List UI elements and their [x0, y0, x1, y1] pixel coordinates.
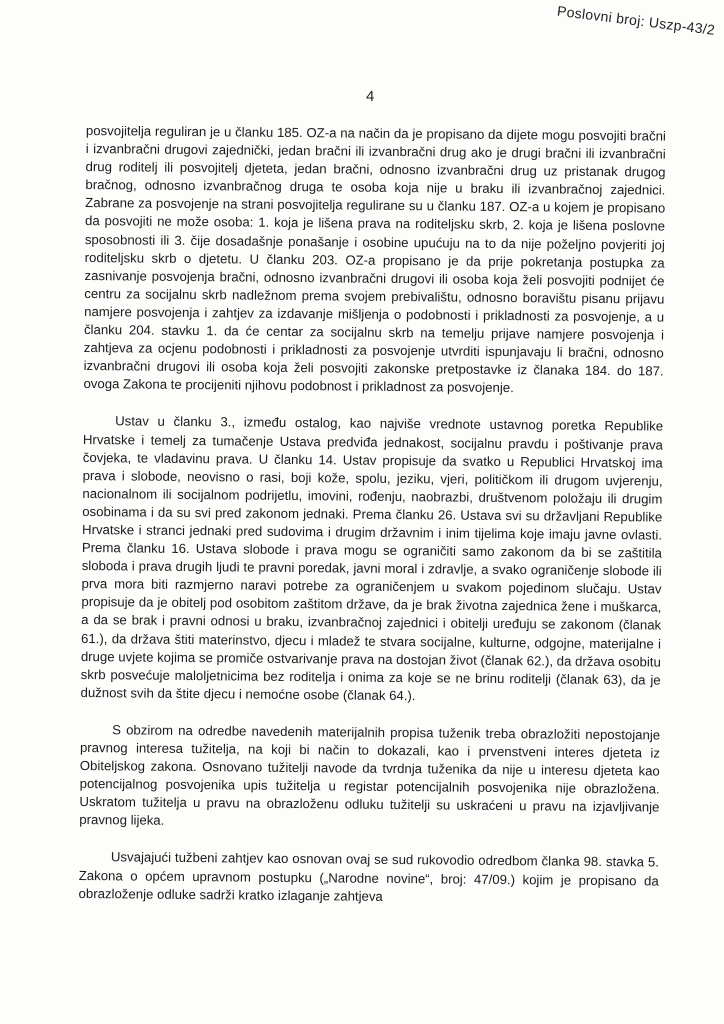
case-number-header: Poslovni broj: Uszp-43/2 [556, 2, 716, 38]
page-number: 4 [366, 88, 375, 105]
paragraph-reasoning: S obzirom na odredbe navedenih materijalnih propisa tuženik treba obrazložiti nepostojanje pravnog interesa tužitelja, na koji bi način to dokazali, kao i prvenstveni interes djeteta iz Obiteljskog zakona. Osnovano tužitelji navode da tvrdnja tuženika da nije u interesu djeteta kao potencijalnog posvojenika upis tužitelja u registar potencijalnih posvojenika nije obrazložena. Uskratom tužitelja u pravu na obrazloženu odluku tužitelji su uskraćeni u pravu na izjavljivanje pravnog lijeka. [79, 722, 661, 829]
paragraph-conclusion: Usvajajući tužbeni zahtjev kao osnovan ovaj se sud rukovodio odredbom članka 98. stavka 5. Zakona o općem upravnom postupku („Narodne novine“, broj: 47/09.) kojim je propisano da obrazloženje odluke sadrži kratko izlaganje zahtjeva [78, 849, 659, 904]
paragraph-constitution: Ustav u članku 3., između ostalog, kao najviše vrednote ustavnog poretka Republike Hrvatske i temelj za tumačenje Ustava predviđa jednakost, socijalnu pravdu i poštivanje prava čovjeka, te vladavinu prava. U članku 14. Ustav propisuje da svatko u Republici Hrvatskoj ima prava i slobode, neovisno o rasi, boji kože, spolu, jeziku, vjeri, političkom ili drugom uvjerenju, nacionalnom ili socijalnom podrijetlu, imovini, rođenju, naobrazbi, društvenom položaju ili drugim osobinama i da su svi pred zakonom jednaki. Prema članku 26. Ustava svi su državljani Republike Hrvatske i stranci jednaki pred sudovima i drugim državnim i inim tijelima koje imaju javne ovlasti. Prema članku 16. Ustava slobode i prava mogu se ograničiti samo zakonom da bi se zaštitila sloboda i prava drugih ljudi te pravni poredak, javni moral i zdravlje, a svako ograničenje slobode ili prva mora biti razmjerno naravi potrebe za ograničenjem u svakom pojedinom slučaju. Ustav propisuje da je obitelj pod osobitom zaštitom države, da je brak životna zajednica žene i muškarca, a da se brak i pravni odnosi u braku, izvanbračnoj zajednici i obitelji uređuju se zakonom (članak 61.), da država štiti materinstvo, djecu i mladež te stvara socijalne, kulturne, odgojne, materijalne i druge uvjete kojima se promiče ostvarivanje prava na dostojan život (članak 62.), da država osobitu skrb posvećuje maloljetnicima bez roditelja i onima za koje se ne brinu roditelji (članak 63), da je dužnost svih da štite djecu i nemoćne osobe (članak 64.). [80, 413, 664, 704]
paragraph-adoption-law: posvojitelja reguliran je u članku 185. OZ-a na način da je propisano da dijete mogu posvojiti bračni i izvanbračni drugovi zajednički, jedan bračni ili izvanbračni drug ako je drugi bračni ili izvanbračni drug roditelj ili posvojitelj djeteta, jedan bračni, odnosno izvanbračni drug uz pristanak drugog bračnog, odnosno izvanbračnog druga te osoba koja nije u braku ili izvanbračnoj zajednici. Zabrane za posvojenje na strani posvojitelja regulirane su u članku 187. OZ-a u kojem je propisano da posvojiti ne može osoba: 1. koja je lišena prava na roditeljsku skrb, 2. koja je lišena poslovne sposobnosti ili 3. čije dosadašnje ponašanje i osobine upućuju na to da nije poželjno povjeriti joj roditeljsku skrb o djetetu. U članku 203. OZ-a propisano je da prije pokretanja postupka za zasnivanje posvojenja bračni, odnosno izvanbračni drugovi ili osoba koja želi posvojiti podnijet će centru za socijalnu skrb nadležnom prema svojem prebivalištu, odnosno boravištu pisanu prijavu namjere posvojenja i zahtjev za izdavanje mišljenja o podobnosti i prikladnosti za posvojenje, a u članku 204. stavku 1. da će centar za socijalnu skrb na temelju prijave namjere posvojenja i zahtjeva za ocjenu podobnosti i prikladnosti za posvojenje utvrditi ispunjavaju li bračni, odnosno izvanbračni drugovi ili osoba koja želi posvojiti zakonske pretpostavke iz članaka 184. do 187. ovoga Zakona te procijeniti njihovu podobnost i prikladnost za posvojenje. [83, 122, 666, 396]
document-body [78, 122, 666, 927]
